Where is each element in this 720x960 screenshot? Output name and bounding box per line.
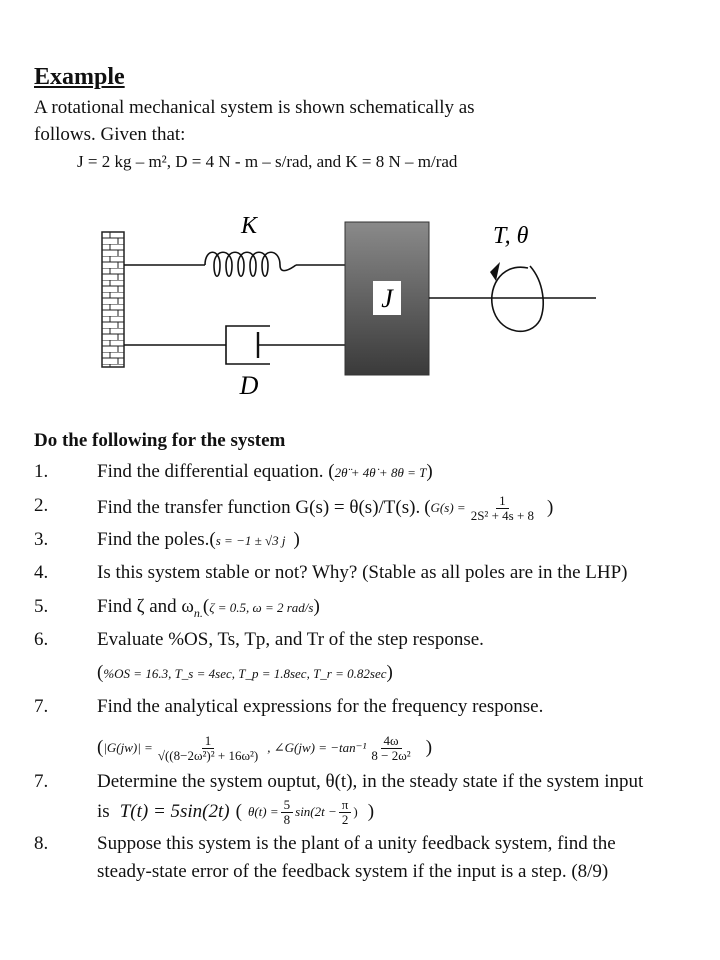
item-5-subscript: n. xyxy=(193,605,203,620)
item-3: Find the poles.(s = −1 ± √3 j ) xyxy=(97,529,300,550)
item-7b-answer-close: ) xyxy=(353,804,358,819)
fixed-wall xyxy=(102,232,124,367)
damper-label: D xyxy=(239,371,259,400)
item-7-magnitude-denominator: √((8−2ω²)² + 16ω²) xyxy=(157,747,259,763)
item-7b-line-2: is T(t) = 5sin(2t) ( θ(t) = $\frac{5}{8}$ sin(2t − $\frac{\pi}{2}$ ) ) xyxy=(97,796,375,827)
item-6-text: Evaluate %OS, Ts, Tp, and Tr of the step response. xyxy=(97,629,484,650)
rotational-system-diagram xyxy=(0,195,720,410)
item-7-phase-lhs: , ∠G(jw) = −tan⁻¹ xyxy=(267,740,367,755)
item-8-number: 8. xyxy=(34,833,49,854)
item-1-text: Find the differential equation. xyxy=(97,461,324,482)
item-5: Find ζ and $\omega_{n.}(\zeta = 0.5$, ω = 2 rad/s) xyxy=(97,596,320,620)
item-7-phase-denominator: 8 − 2ω² xyxy=(371,747,411,763)
item-6-number: 6. xyxy=(34,629,49,650)
item-2-number: 2. xyxy=(34,495,49,516)
given-values: J = 2 kg – m², D = 4 N - m – s/rad, and K = 8 N – m/rad xyxy=(77,152,458,171)
torque-arrow xyxy=(492,267,540,331)
item-7b-answer-lhs: θ(t) = xyxy=(247,804,279,819)
item-6-answer: %OS = 16.3, T_s = 4sec, T_p = 1.8sec, T_r = 0.82sec xyxy=(103,666,387,681)
item-7-phase-numerator: 4ω xyxy=(381,734,402,749)
item-3-answer: s = −1 ± √3 j xyxy=(215,533,286,548)
item-7-magnitude-numerator: 1 xyxy=(202,734,215,749)
inertia-label: J xyxy=(381,284,393,313)
item-5-answer: ζ = 0.5, ω = 2 rad/s xyxy=(209,600,314,615)
item-3-number: 3. xyxy=(34,529,49,550)
item-2-answer-denominator: 2S² + 4s + 8 xyxy=(470,507,535,523)
item-3-text: Find the poles. xyxy=(97,529,210,550)
item-2: Find the transfer function G(s) = θ(s)/T(s). ( G(s) = $\frac{1}{\text{2S² + 4s + 8}}$ ) xyxy=(97,492,554,523)
item-7-magnitude-lhs: |G(jw)| = xyxy=(103,740,153,755)
item-4-number: 4. xyxy=(34,562,49,583)
item-8-text: Suppose this system is the plant of a unity feedback system, find the xyxy=(97,833,616,854)
item-7b-answer-numerator: 5 xyxy=(281,798,294,813)
item-7b-answer-sin: sin(2t − xyxy=(295,804,337,819)
item-2-answer-numerator: 1 xyxy=(496,494,509,509)
torque-label: T, θ xyxy=(493,223,529,249)
item-4-text: Is this system stable or not? Why? (Stable as all poles are in the LHP) xyxy=(97,562,628,583)
item-1-answer: 2θ̈ + 4θ̇ + 8θ = T xyxy=(334,465,427,480)
item-7b-text: Determine the system ouptut, θ(t), in the steady state if the system input xyxy=(97,771,644,792)
intro-line-2: follows. Given that: xyxy=(34,124,186,145)
item-7b-input: T(t) = 5sin(2t) xyxy=(119,801,230,822)
item-7-number: 7. xyxy=(34,696,49,717)
item-5-text: Find ζ and ω xyxy=(97,596,194,617)
item-1-number: 1. xyxy=(34,461,49,482)
item-7b-answer-denominator: 8 xyxy=(283,811,291,827)
page-title: Example xyxy=(34,64,125,90)
item-7b-is: is xyxy=(97,801,110,822)
item-6-answer-line: (%OS = 16.3, T_s = 4sec, T_p = 1.8sec, T_r = 0.82sec) xyxy=(97,662,393,683)
item-8-text-2: steady-state error of the feedback system if the input is a step. (8/9) xyxy=(97,861,609,882)
item-2-text: Find the transfer function G(s) = θ(s)/T(s). xyxy=(97,497,421,518)
item-7b-answer-two: 2 xyxy=(341,811,349,827)
section-heading: Do the following for the system xyxy=(34,430,286,451)
intro-line-1: A rotational mechanical system is shown schematically as xyxy=(34,97,475,118)
item-5-number: 5. xyxy=(34,596,49,617)
item-7b-answer-pi: π xyxy=(339,798,352,813)
item-7b-number: 7. xyxy=(34,771,49,792)
item-7-answer-line: ( |G(jw)| = $\frac{1}{\text{√((8−2ω²)² + 16ω²)}}$ , ∠G(jw) = −tan⁻¹ $\frac{4\omega}{\text{8 − 2ω²}}$ ) xyxy=(97,732,433,763)
item-1: Find the differential equation. (2θ̈ + 4θ̇ + 8θ = T) xyxy=(97,461,433,482)
spring-label: K xyxy=(240,213,258,239)
spring-k xyxy=(205,252,296,276)
item-7-text: Find the analytical expressions for the frequency response. xyxy=(97,696,544,717)
item-2-answer-lhs: G(s) = xyxy=(430,500,466,515)
